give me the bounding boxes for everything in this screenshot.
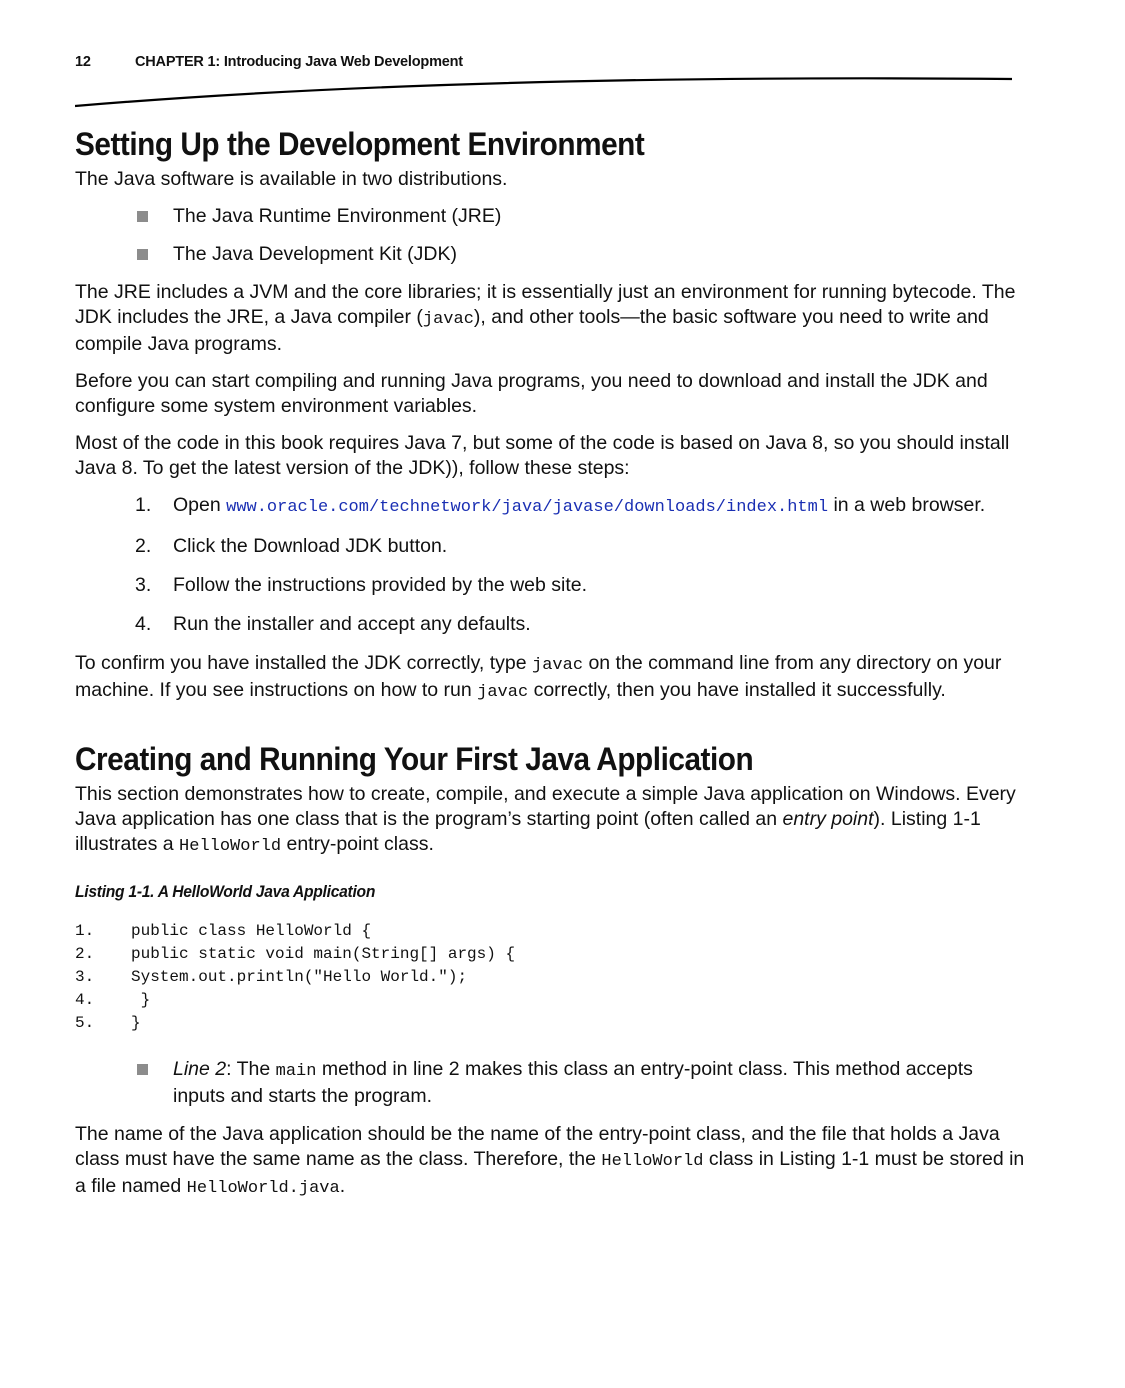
inline-code: javac — [422, 310, 474, 329]
list-item: 4. Run the installer and accept any defaults. — [135, 613, 531, 635]
code-line: 4. } — [75, 991, 151, 1009]
code-line: 5. } — [75, 1014, 141, 1032]
distributions-list — [75, 204, 1025, 267]
section-heading-setup: Setting Up the Development Environment — [75, 126, 645, 162]
line-notes-list — [75, 1057, 1025, 1109]
chapter-title: CHAPTER 1: Introducing Java Web Development — [135, 54, 463, 70]
inline-code: main — [275, 1062, 317, 1081]
install-steps-list — [75, 493, 1025, 637]
oracle-download-link[interactable]: www.oracle.com/technetwork/java/javase/downloads/index.html — [226, 498, 829, 517]
bullet-square-icon — [137, 249, 148, 260]
listing-caption: Listing 1-1. A HelloWorld Java Application — [75, 882, 376, 901]
confirm-paragraph: To confirm you have installed the JDK correctly, type javac on the command line from any directory on your machine. If you see instructions on how to run javac correctly, then you have installed it successfully. — [75, 652, 1002, 702]
inline-code: javac — [532, 656, 584, 675]
code-line: 3. System.out.println("Hello World."); — [75, 968, 468, 986]
install-paragraph: Before you can start compiling and running Java programs, you need to download and install the JDK and configure some system environment variables. — [75, 370, 988, 417]
code-line: 1. public class HelloWorld { — [75, 922, 372, 940]
page-content — [75, 124, 1025, 1213]
inline-code: HelloWorld — [179, 837, 282, 856]
java-version-paragraph: Most of the code in this book requires Java 7, but some of the code is based on Java 8, so you should install Java 8. To get the latest version of the JDK)), follow these steps: — [75, 432, 1010, 479]
setup-intro: The Java software is available in two distributions. — [75, 168, 508, 190]
inline-code: HelloWorld — [601, 1152, 704, 1171]
section-heading-first-app: Creating and Running Your First Java Application — [75, 741, 754, 777]
inline-code: javac — [477, 683, 529, 702]
list-item: Line 2: The main method in line 2 makes this class an entry-point class. This method accepts inputs and starts the program. — [75, 1057, 1025, 1109]
list-item: The Java Development Kit (JDK) — [75, 242, 1025, 267]
first-app-paragraph: This section demonstrates how to create, compile, and execute a simple Java application on Windows. Every Java application has one class that is the program’s starting point (often called an entry point). Listing 1-1 illustrates a HelloWorld entry-point class. — [75, 783, 1016, 856]
bullet-square-icon — [137, 1064, 148, 1075]
code-line: 2. public static void main(String[] args) { — [75, 945, 516, 963]
list-item: 2. Click the Download JDK button. — [135, 535, 448, 557]
file-naming-paragraph: The name of the Java application should be the name of the entry-point class, and the file that holds a Java class must have the same name as the class. Therefore, the HelloWorld class in Listing 1-1 must be stored in a file named HelloWorld.java. — [75, 1123, 1025, 1198]
list-item: 1. Open www.oracle.com/technetwork/java/javase/downloads/index.html in a web browser. — [135, 494, 986, 517]
bullet-square-icon — [137, 211, 148, 222]
jre-jdk-paragraph: The JRE includes a JVM and the core libraries; it is essentially just an environment for running bytecode. The JDK includes the JRE, a Java compiler (javac), and other tools—the basic software you need to write and compile Java programs. — [75, 281, 1016, 355]
header-swoosh-rule — [75, 70, 1015, 110]
page-number: 12 — [75, 54, 91, 70]
list-item: 3. Follow the instructions provided by the web site. — [135, 574, 588, 596]
code-listing — [75, 920, 1025, 1035]
inline-code: HelloWorld.java — [186, 1179, 340, 1198]
list-item: The Java Runtime Environment (JRE) — [75, 204, 1025, 229]
